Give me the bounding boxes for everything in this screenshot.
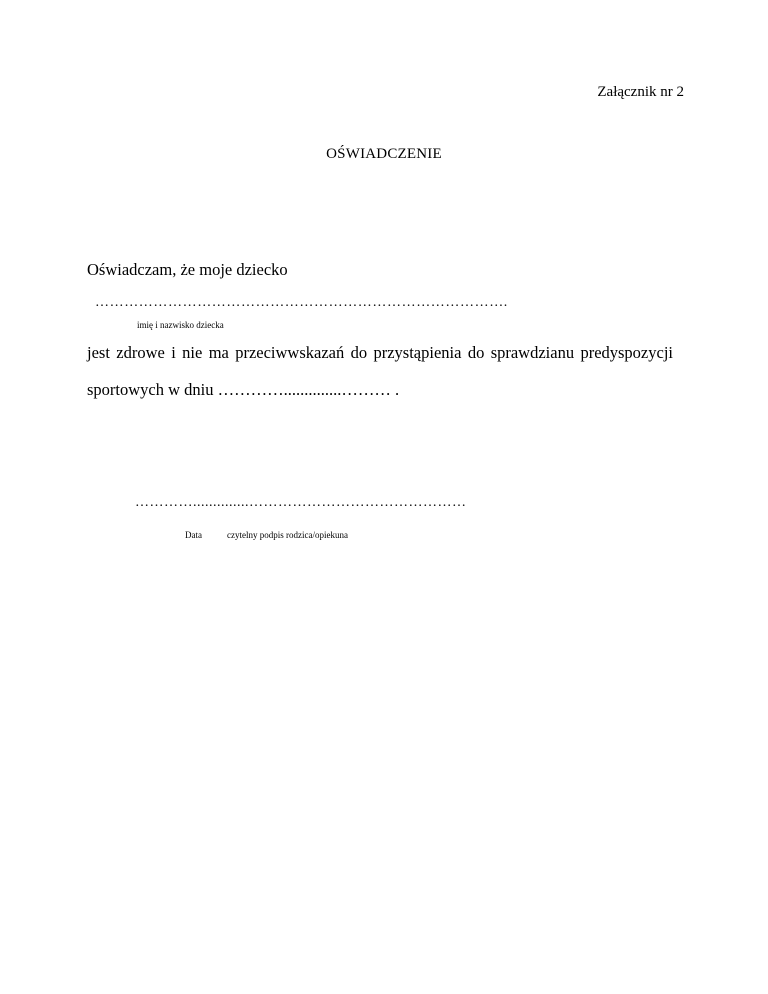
child-name-caption: imię i nazwisko dziecka [137,320,224,330]
document-title: OŚWIADCZENIE [326,146,442,162]
child-name-field[interactable]: …………………………………………………………………………. [95,295,508,310]
signature-caption: czytelny podpis rodzica/opiekuna [227,530,348,540]
declaration-sentence-line2[interactable]: sportowych w dniu …………..............……… . [87,380,400,399]
annex-label: Załącznik nr 2 [597,84,684,100]
date-caption: Data [185,530,202,540]
declaration-intro: Oświadczam, że moje dziecko [87,260,288,279]
date-signature-field[interactable]: …………..............……………………………………… [135,495,467,510]
declaration-sentence-line1: jest zdrowe i nie ma przeciwwskazań do przystąpienia do sprawdzianu predyspozycji [87,343,673,362]
